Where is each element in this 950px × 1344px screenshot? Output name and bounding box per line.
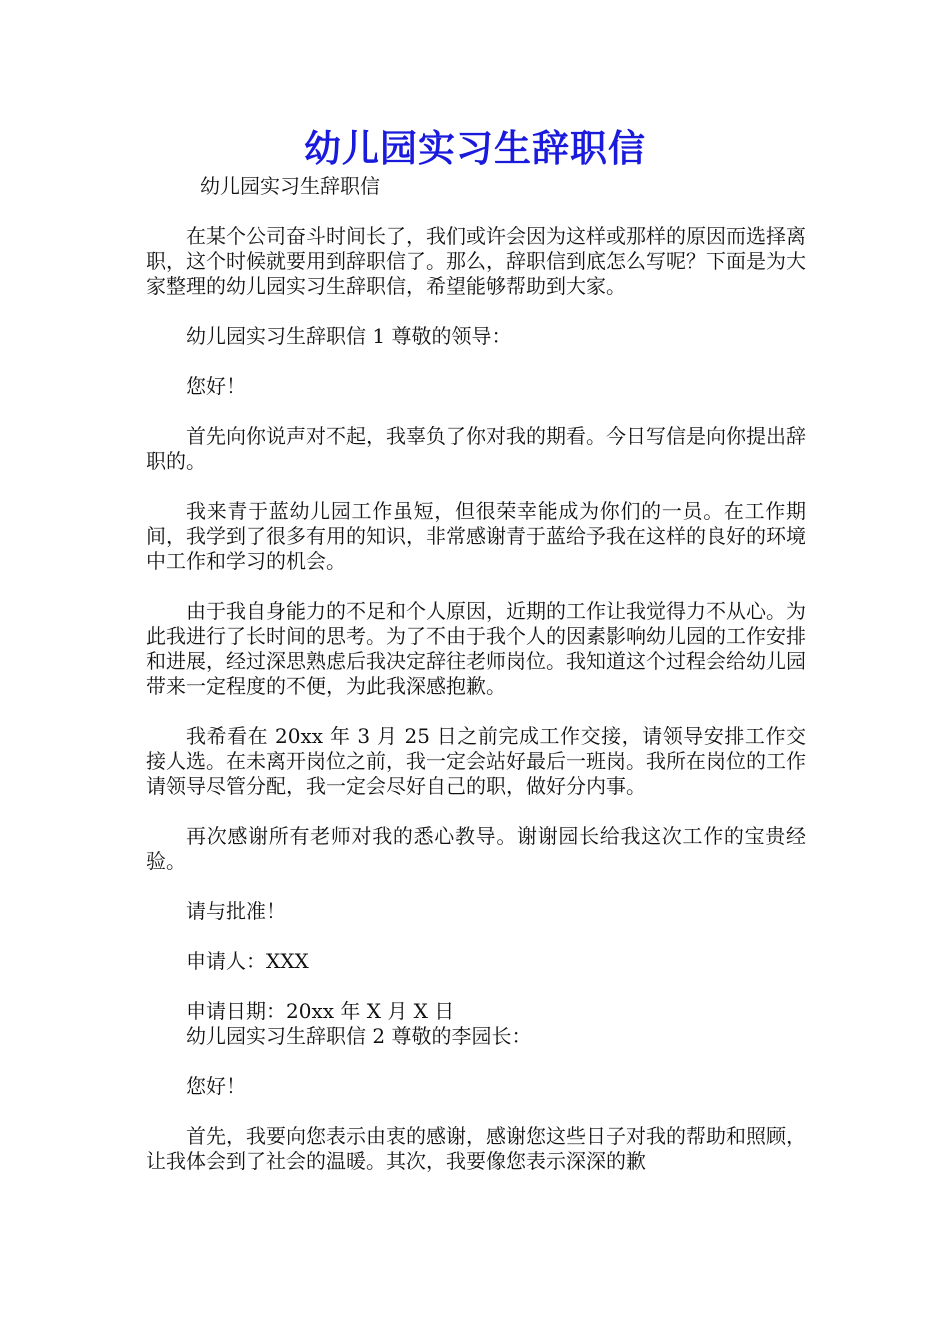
paragraph-letter2-salutation: 幼儿园实习生辞职信 2 尊敬的李园长： [186,1024,532,1048]
paragraph-greeting-2: 您好！ [186,1074,246,1098]
paragraph-greeting: 您好！ [186,374,246,398]
document-body [146,174,806,1174]
paragraph-intro: 在某个公司奋斗时间长了，我们或许会因为这样或那样的原因而选择离职，这个时候就要用到辞职信了。那么，辞职信到底怎么写呢？下面是为大家整理的幼儿园实习生辞职信，希望能够帮助到大家。 [146,224,806,298]
paragraph-letter1-salutation: 幼儿园实习生辞职信 1 尊敬的领导： [186,324,512,348]
paragraph-request: 请与批准！ [186,899,286,923]
paragraph-apology: 首先向你说声对不起，我辜负了你对我的期看。今日写信是向你提出辞职的。 [146,424,806,473]
paragraph-gratitude: 我来青于蓝幼儿园工作虽短，但很荣幸能成为你们的一员。在工作期间，我学到了很多有用的知识，非常感谢青于蓝给予我在这样的良好的环境中工作和学习的机会。 [146,499,806,573]
paragraph-reason: 由于我自身能力的不足和个人原因，近期的工作让我觉得力不从心。为此我进行了长时间的思考。为了不由于我个人的因素影响幼儿园的工作安排和进展，经过深思熟虑后我决定辞往老师岗位。我知道这个过程会给幼儿园带来一定程度的不便，为此我深感抱歉。 [146,599,806,698]
paragraph-letter2-body: 首先，我要向您表示由衷的感谢，感谢您这些日子对我的帮助和照顾，让我体会到了社会的温暖。其次，我要像您表示深深的歉 [146,1124,806,1173]
paragraph-handover: 我希看在 20xx 年 3 月 25 日之前完成工作交接，请领导安排工作交接人选。在未离开岗位之前，我一定会站好最后一班岗。我所在岗位的工作请领导尽管分配，我一定会尽好自己的职，做好分内事。 [146,724,806,798]
paragraph-date: 申请日期：20xx 年 X 月 X 日 [186,999,455,1023]
document-title: 幼儿园实习生辞职信 [304,126,646,170]
document-subtitle: 幼儿园实习生辞职信 [200,174,380,198]
paragraph-thanks: 再次感谢所有老师对我的悉心教导。谢谢园长给我这次工作的宝贵经验。 [146,824,806,873]
paragraph-applicant: 申请人：XXX [186,949,309,973]
